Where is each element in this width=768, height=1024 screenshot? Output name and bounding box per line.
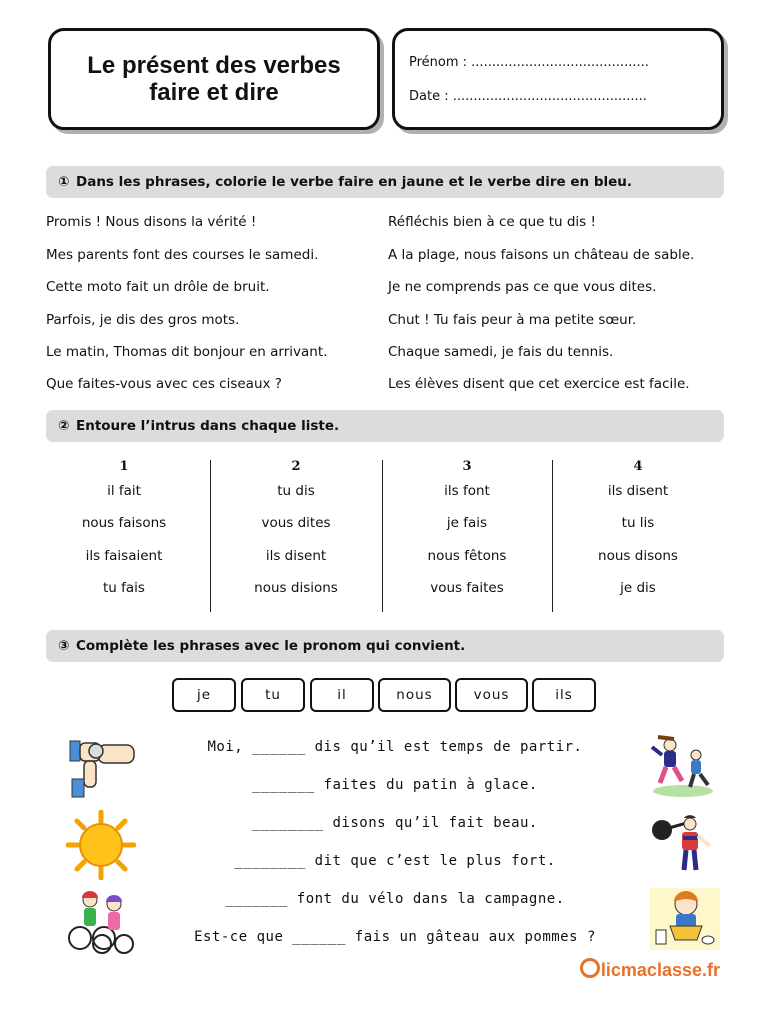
pronoun-chip-il[interactable]: il bbox=[310, 678, 374, 712]
pronoun-chip-je[interactable]: je bbox=[172, 678, 236, 712]
fill-sentence[interactable]: ________ dit que c’est le plus fort. bbox=[234, 853, 556, 869]
children-cycling-icon bbox=[66, 886, 136, 954]
s1-right-sentence: Réfléchis bien à ce que tu dis ! bbox=[388, 214, 596, 230]
prenom-field[interactable]: Prénom : ........................................... bbox=[409, 55, 649, 70]
page-title-line2: faire et dire bbox=[149, 79, 279, 106]
list-3-word[interactable]: ils font bbox=[444, 483, 490, 499]
s1-left-sentence: Que faites-vous avec ces ciseaux ? bbox=[46, 376, 282, 392]
section2-banner bbox=[46, 410, 724, 442]
name-date-box bbox=[392, 28, 724, 130]
list-1-word[interactable]: nous faisons bbox=[81, 515, 167, 531]
logo-mark-icon bbox=[580, 958, 600, 978]
fill-sentence[interactable]: Moi, ______ dis qu’il est temps de partir. bbox=[207, 739, 583, 755]
column-divider bbox=[382, 460, 383, 612]
s1-right-sentence: A la plage, nous faisons un château de sable. bbox=[388, 247, 695, 263]
list-4-word[interactable]: ils disent bbox=[607, 483, 669, 499]
list-4-word[interactable]: nous disons bbox=[598, 548, 678, 564]
s1-right-sentence: Chaque samedi, je fais du tennis. bbox=[388, 344, 614, 360]
list-2-number: 2 bbox=[291, 459, 301, 474]
section1-banner bbox=[46, 166, 724, 198]
s1-left-sentence: Mes parents font des courses le samedi. bbox=[46, 247, 319, 263]
section3-instruction: Complète les phrases avec le pronom qui convient. bbox=[76, 638, 466, 654]
hand-pointing-icon bbox=[68, 737, 136, 799]
list-3-word[interactable]: je fais bbox=[446, 515, 488, 531]
section1-number: ① bbox=[58, 174, 70, 190]
pronoun-chip-vous[interactable]: vous bbox=[455, 678, 528, 712]
fill-sentence[interactable]: Est-ce que ______ fais un gâteau aux pommes ? bbox=[194, 929, 596, 945]
section3-number: ③ bbox=[58, 638, 70, 654]
sun-icon bbox=[66, 810, 136, 880]
list-1-word[interactable]: tu fais bbox=[103, 580, 145, 596]
list-3-word[interactable]: nous fêtons bbox=[427, 548, 507, 564]
s1-left-sentence: Promis ! Nous disons la vérité ! bbox=[46, 214, 257, 230]
pronoun-chip-nous[interactable]: nous bbox=[378, 678, 451, 712]
list-2-word[interactable]: ils disent bbox=[265, 548, 327, 564]
s1-left-sentence: Cette moto fait un drôle de bruit. bbox=[46, 279, 270, 295]
section1-instruction: Dans les phrases, colorie le verbe faire en jaune et le verbe dire en bleu. bbox=[76, 174, 633, 190]
list-4-word[interactable]: tu lis bbox=[621, 515, 655, 531]
section2-instruction: Entoure l’intrus dans chaque liste. bbox=[76, 418, 340, 434]
page-title-line1: Le présent des verbes bbox=[87, 52, 341, 79]
list-4-number: 4 bbox=[633, 459, 643, 474]
fill-sentence[interactable]: _______ faites du patin à glace. bbox=[252, 777, 538, 793]
column-divider bbox=[210, 460, 211, 612]
pronoun-chip-ils[interactable]: ils bbox=[532, 678, 596, 712]
list-2-word[interactable]: nous disions bbox=[254, 580, 338, 596]
list-1-number: 1 bbox=[119, 459, 129, 474]
section2-number: ② bbox=[58, 418, 70, 434]
pronoun-chip-tu[interactable]: tu bbox=[241, 678, 305, 712]
date-field[interactable]: Date : ............................................... bbox=[409, 89, 647, 104]
s1-right-sentence: Chut ! Tu fais peur à ma petite sœur. bbox=[388, 312, 637, 328]
baking-child-icon bbox=[650, 888, 720, 950]
ice-skaters-icon bbox=[648, 733, 718, 799]
s1-right-sentence: Je ne comprends pas ce que vous dites. bbox=[388, 279, 657, 295]
weightlifter-icon bbox=[650, 812, 716, 878]
s1-left-sentence: Parfois, je dis des gros mots. bbox=[46, 312, 240, 328]
title-box bbox=[48, 28, 380, 130]
list-2-word[interactable]: vous dites bbox=[261, 515, 331, 531]
fill-sentence[interactable]: _______ font du vélo dans la campagne. bbox=[225, 891, 565, 907]
column-divider bbox=[552, 460, 553, 612]
list-2-word[interactable]: tu dis bbox=[277, 483, 315, 499]
fill-sentence[interactable]: ________ disons qu’il fait beau. bbox=[252, 815, 538, 831]
logo-text: licmaclasse.fr bbox=[600, 960, 720, 980]
list-1-word[interactable]: il fait bbox=[107, 483, 141, 499]
footer-logo bbox=[580, 958, 720, 981]
section3-banner bbox=[46, 630, 724, 662]
s1-right-sentence: Les élèves disent que cet exercice est facile. bbox=[388, 376, 690, 392]
list-1-word[interactable]: ils faisaient bbox=[85, 548, 163, 564]
list-3-word[interactable]: vous faites bbox=[430, 580, 504, 596]
list-3-number: 3 bbox=[462, 459, 472, 474]
list-4-word[interactable]: je dis bbox=[620, 580, 656, 596]
s1-left-sentence: Le matin, Thomas dit bonjour en arrivant. bbox=[46, 344, 328, 360]
